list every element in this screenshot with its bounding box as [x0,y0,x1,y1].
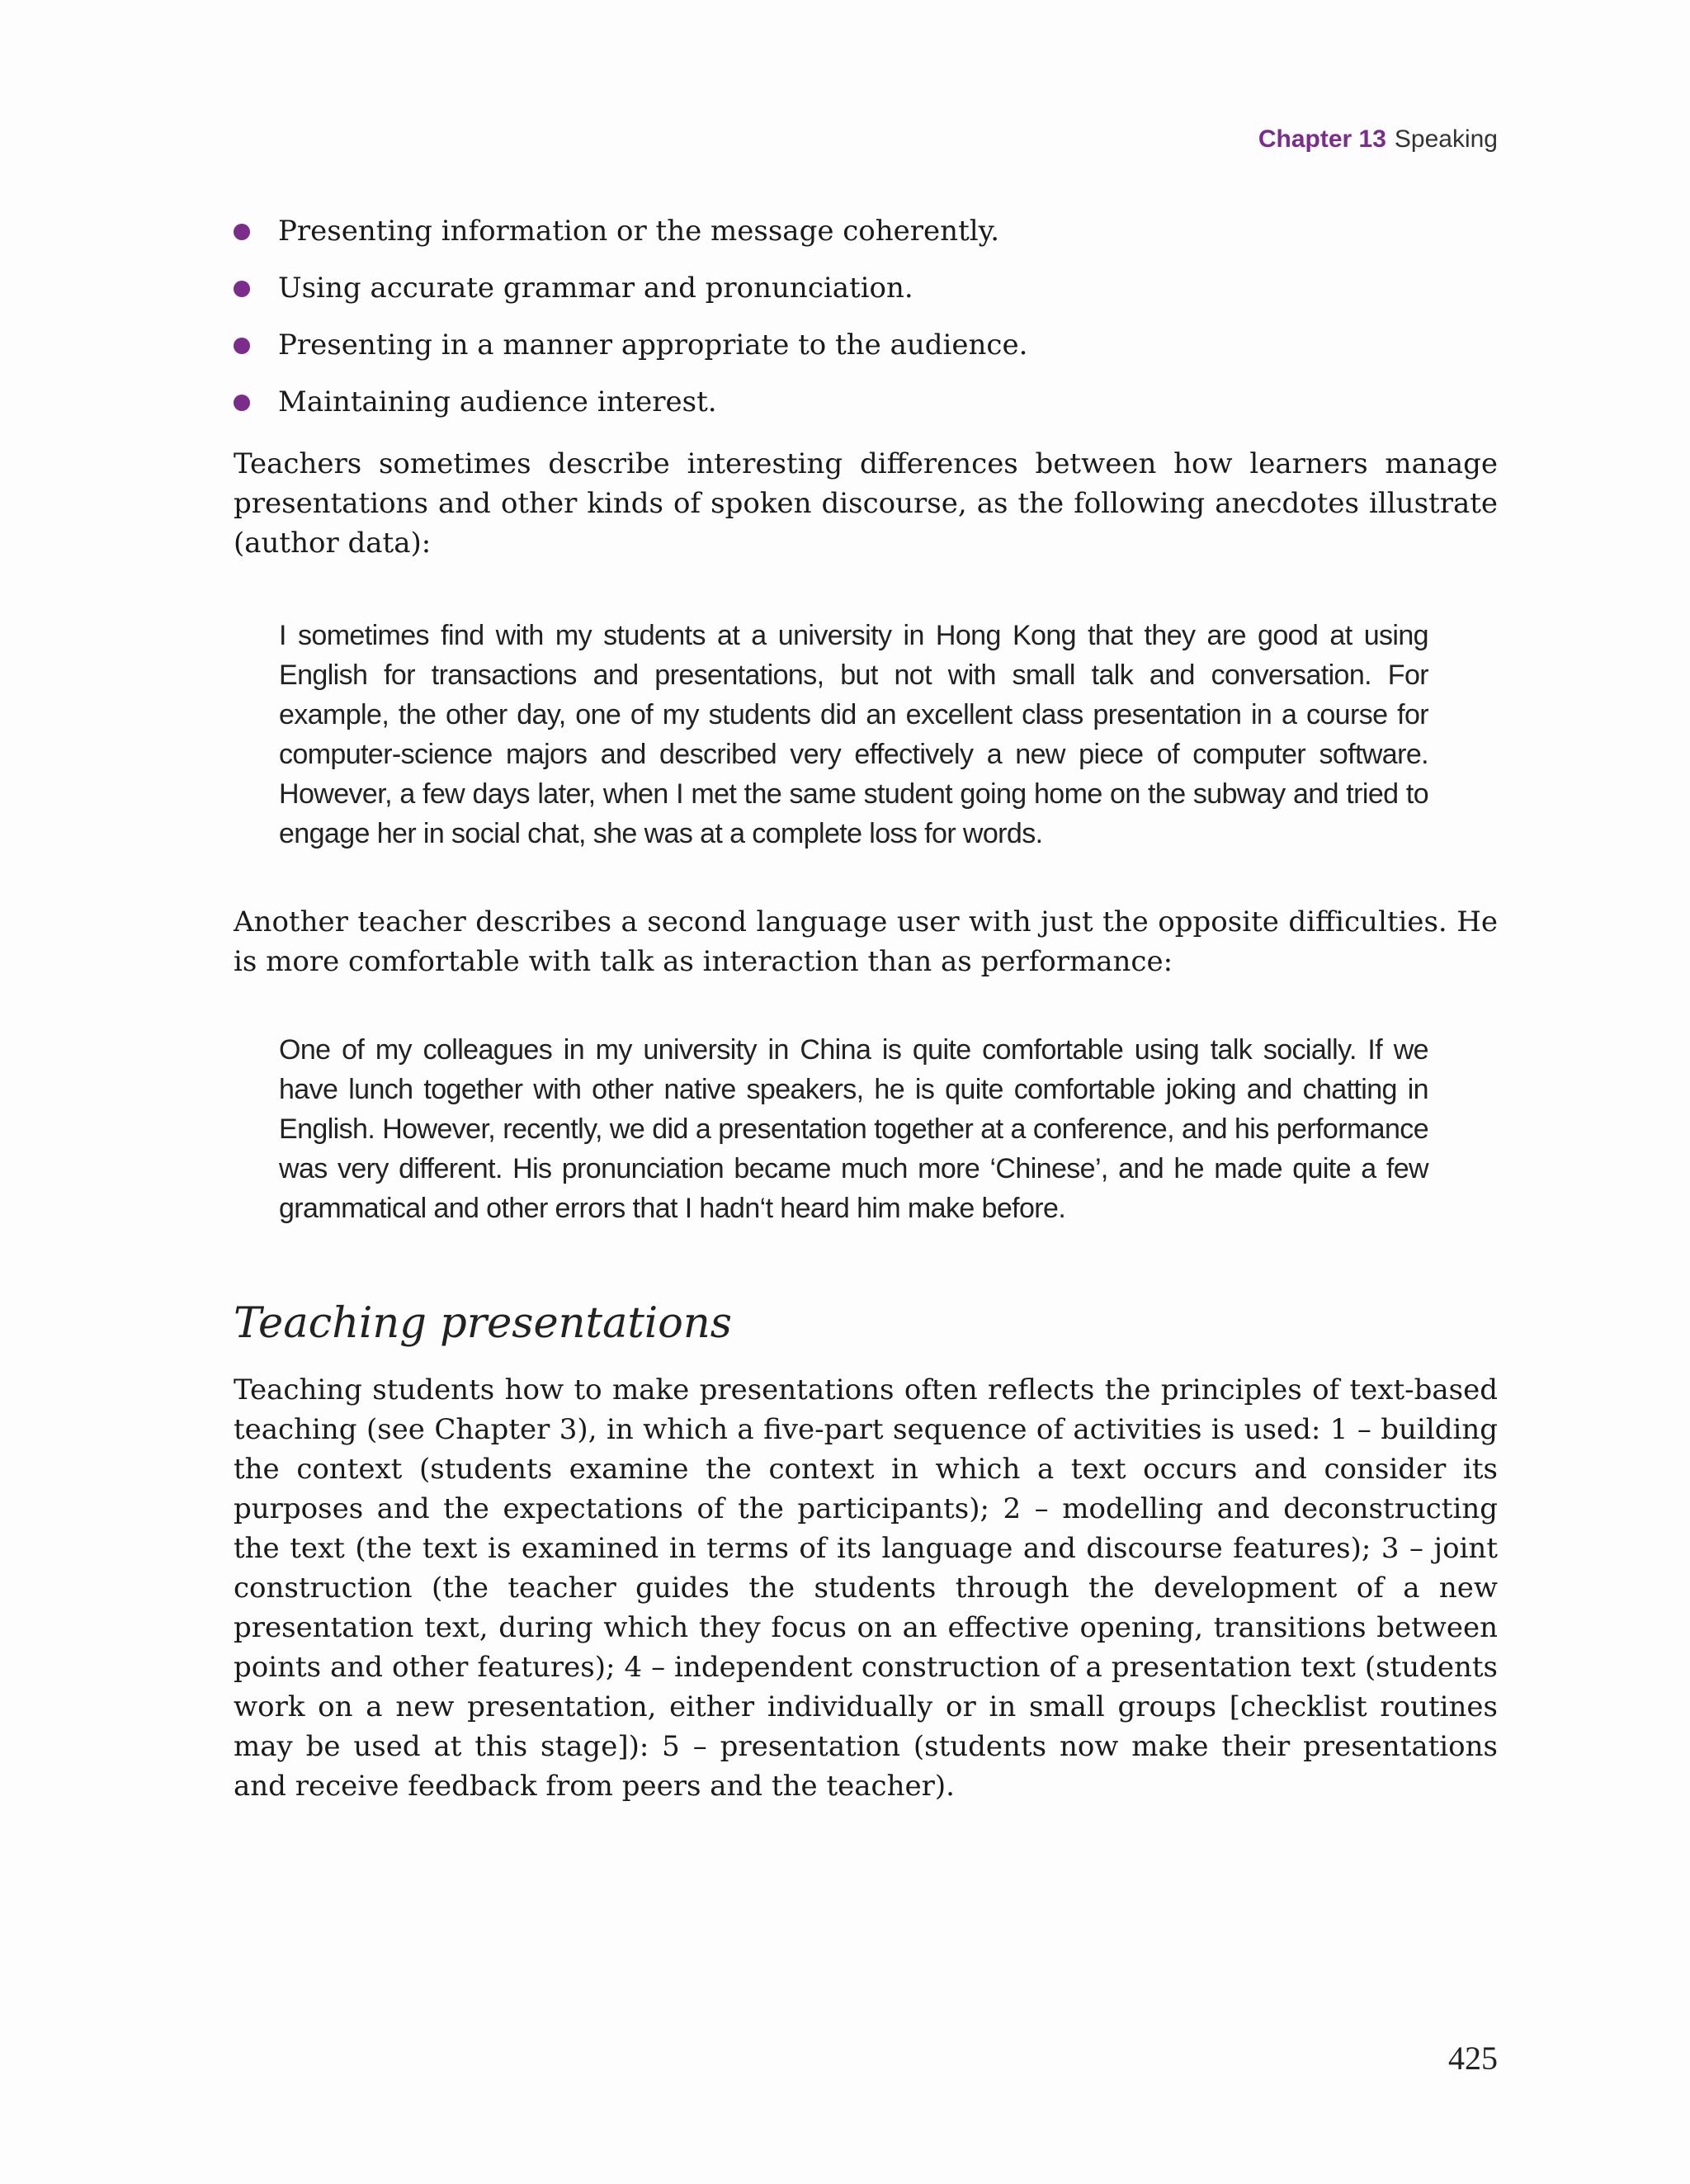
bullet-text: Using accurate grammar and pronunciation. [278,272,913,305]
bullet-icon [234,224,250,240]
transition-paragraph: Another teacher describes a second language user with just the opposite difficulties. He is more comfortable with talk as interaction than as performance: [234,905,1498,978]
list-item [234,326,1498,364]
chapter-label: Chapter 13 [1258,125,1386,153]
intro-paragraph: Teachers sometimes describe interesting differences between how learners manage presentations and other kinds of spoken discourse, as the following anecdotes illustrate (author data): [234,447,1498,560]
list-item [234,212,1498,250]
bullet-icon [234,395,250,411]
bullet-text: Presenting information or the message coherently. [278,215,1000,248]
quote-block-china: One of my colleagues in my university in China is quite comfortable using talk socially. If we have lunch together with other native speakers, he is quite comfortable joking and chatting in English. However, recently, we did a presentation together at a conference, and his performance was very different. His pronunciation became much more ‘Chinese’, and he made quite a few grammatical and other errors that I hadn‘t heard him make before. [279,1034,1428,1224]
bullet-icon [234,281,250,297]
bullet-text: Presenting in a manner appropriate to the audience. [278,329,1028,362]
section-body-paragraph: Teaching students how to make presentations often reflects the principles of text-based teaching (see Chapter 3), in which a five-part sequence of activities is used: 1 – building the context (students examine the context in which a text occurs and consider its purposes and the expectations of the participants); 2 – modelling and deconstructing the text (the text is examined in terms of its language and discourse features); 3 – joint construction (the teacher guides the students through the development of a new presentation text, during which they focus on an effective opening, transitions between points and other features); 4 – independent construction of a presentation text (students work on a new presentation, either individually or in small groups [checklist routines may be used at this stage]): 5 – presentation (students now make their presentations and receive feedback from peers and the teacher). [234,1373,1498,1803]
running-head [1258,125,1498,154]
quote-block-hong-kong: I sometimes find with my students at a university in Hong Kong that they are good at using English for transactions and presentations, but not with small talk and conversation. For example, the other day, one of my students did an excellent class presentation in a course for computer-science majors and described very effectively a new piece of computer software. However, a few days later, when I met the same student going home on the subway and tried to engage her in social chat, she was at a complete loss for words. [279,620,1428,849]
page-number: 425 [1448,2040,1498,2077]
chapter-title: Speaking [1394,125,1498,153]
list-item [234,269,1498,307]
bullet-text: Maintaining audience interest. [278,385,717,418]
bullet-list [234,212,1498,440]
section-heading: Teaching presentations [234,1299,732,1348]
list-item [234,383,1498,421]
bullet-icon [234,338,250,354]
